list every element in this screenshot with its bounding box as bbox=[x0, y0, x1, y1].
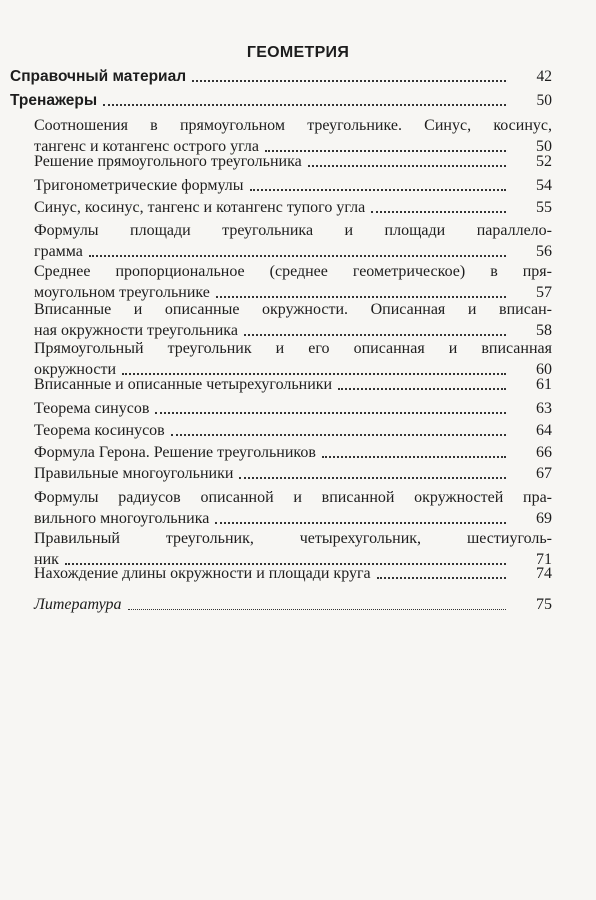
entry-title: вильного многоугольника bbox=[34, 510, 210, 527]
page-number: 75 bbox=[536, 596, 552, 613]
toc-entry[interactable] bbox=[34, 299, 552, 341]
page-number: 66 bbox=[536, 444, 552, 461]
entry-title: Тригонометрические формулы bbox=[34, 177, 244, 194]
toc-entry-literature[interactable] bbox=[34, 594, 552, 615]
page-number: 61 bbox=[536, 376, 552, 393]
entry-title: Вписанные и описанные четырехугольники bbox=[34, 376, 333, 393]
page-number: 63 bbox=[536, 400, 552, 417]
page-number: 50 bbox=[536, 92, 552, 109]
page-number: 50 bbox=[536, 138, 552, 155]
toc-entry[interactable] bbox=[34, 398, 552, 419]
page-number: 54 bbox=[536, 177, 552, 194]
toc-entry[interactable] bbox=[34, 442, 552, 463]
toc-entry[interactable] bbox=[34, 175, 552, 196]
leader-dots bbox=[128, 607, 506, 610]
entry-title: Решение прямоугольного треугольника bbox=[34, 153, 302, 170]
entry-title: Теорема синусов bbox=[34, 400, 150, 417]
page-number: 58 bbox=[536, 322, 552, 339]
page-number: 64 bbox=[536, 422, 552, 439]
page-number: 42 bbox=[536, 68, 552, 85]
entry-title: Нахождение длины окружности и площади круга bbox=[34, 565, 371, 582]
toc-entry[interactable] bbox=[34, 463, 552, 484]
entry-title: ник bbox=[34, 551, 59, 568]
page-number: 56 bbox=[536, 243, 552, 260]
entry-title: Синус, косинус, тангенс и котангенс тупого угла bbox=[34, 199, 366, 216]
toc-entry[interactable] bbox=[34, 261, 552, 303]
leader-dots bbox=[338, 386, 506, 390]
entry-title: Литература bbox=[34, 596, 122, 613]
entry-title: грамма bbox=[34, 243, 83, 260]
leader-dots bbox=[155, 410, 506, 414]
entry-title-line: Прямоугольный треугольник и его описанная и вписанная bbox=[34, 340, 552, 357]
toc-entry-reference[interactable] bbox=[10, 66, 552, 87]
page-number: 67 bbox=[536, 465, 552, 482]
toc-entry-trainers[interactable] bbox=[10, 90, 552, 111]
entry-title-line: Правильный треугольник, четырехугольник, шестиуголь- bbox=[34, 530, 552, 547]
leader-dots bbox=[216, 294, 506, 298]
entry-title: ная окружности треугольника bbox=[34, 322, 238, 339]
entry-title: Формула Герона. Решение треугольников bbox=[34, 444, 316, 461]
toc-entry[interactable] bbox=[34, 151, 552, 172]
entry-title: тангенс и котангенс острого угла bbox=[34, 138, 259, 155]
entry-title: Справочный материал bbox=[10, 68, 187, 85]
leader-dots bbox=[244, 332, 506, 336]
leader-dots bbox=[192, 78, 506, 82]
toc-entry[interactable] bbox=[34, 220, 552, 262]
entry-title-line: Среднее пропорциональное (среднее геометрическое) в пря- bbox=[34, 263, 552, 280]
toc-entry[interactable] bbox=[34, 563, 552, 584]
page-number: 74 bbox=[536, 565, 552, 582]
leader-dots bbox=[322, 454, 506, 458]
leader-dots bbox=[171, 432, 506, 436]
entry-title: Теорема косинусов bbox=[34, 422, 165, 439]
toc-entry[interactable] bbox=[34, 487, 552, 529]
entry-title: Правильные многоугольники bbox=[34, 465, 234, 482]
entry-title-line: Формулы радиусов описанной и вписанной окружностей пра- bbox=[34, 489, 552, 506]
page-number: 57 bbox=[536, 284, 552, 301]
entry-title: Тренажеры bbox=[10, 92, 98, 109]
leader-dots bbox=[103, 102, 506, 106]
leader-dots bbox=[89, 253, 506, 257]
entry-title-line: Соотношения в прямоугольном треугольнике. Синус, косинус, bbox=[34, 117, 552, 134]
leader-dots bbox=[377, 575, 506, 579]
leader-dots bbox=[371, 209, 506, 213]
page-number: 52 bbox=[536, 153, 552, 170]
entry-title-line: Вписанные и описанные окружности. Описанная и вписан- bbox=[34, 301, 552, 318]
page-number: 69 bbox=[536, 510, 552, 527]
leader-dots bbox=[239, 475, 506, 479]
page-number: 60 bbox=[536, 361, 552, 378]
leader-dots bbox=[250, 187, 507, 191]
toc-entry[interactable] bbox=[34, 374, 552, 395]
entry-title: моугольном треугольнике bbox=[34, 284, 210, 301]
leader-dots bbox=[308, 163, 506, 167]
section-title: ГЕОМЕТРИЯ bbox=[246, 44, 350, 61]
leader-dots bbox=[215, 520, 506, 524]
toc-entry[interactable] bbox=[34, 420, 552, 441]
entry-title-line: Формулы площади треугольника и площади параллело- bbox=[34, 222, 552, 239]
page-number: 55 bbox=[536, 199, 552, 216]
entry-title: окружности bbox=[34, 361, 117, 378]
page-number: 71 bbox=[536, 551, 552, 568]
toc-entry[interactable] bbox=[34, 197, 552, 218]
